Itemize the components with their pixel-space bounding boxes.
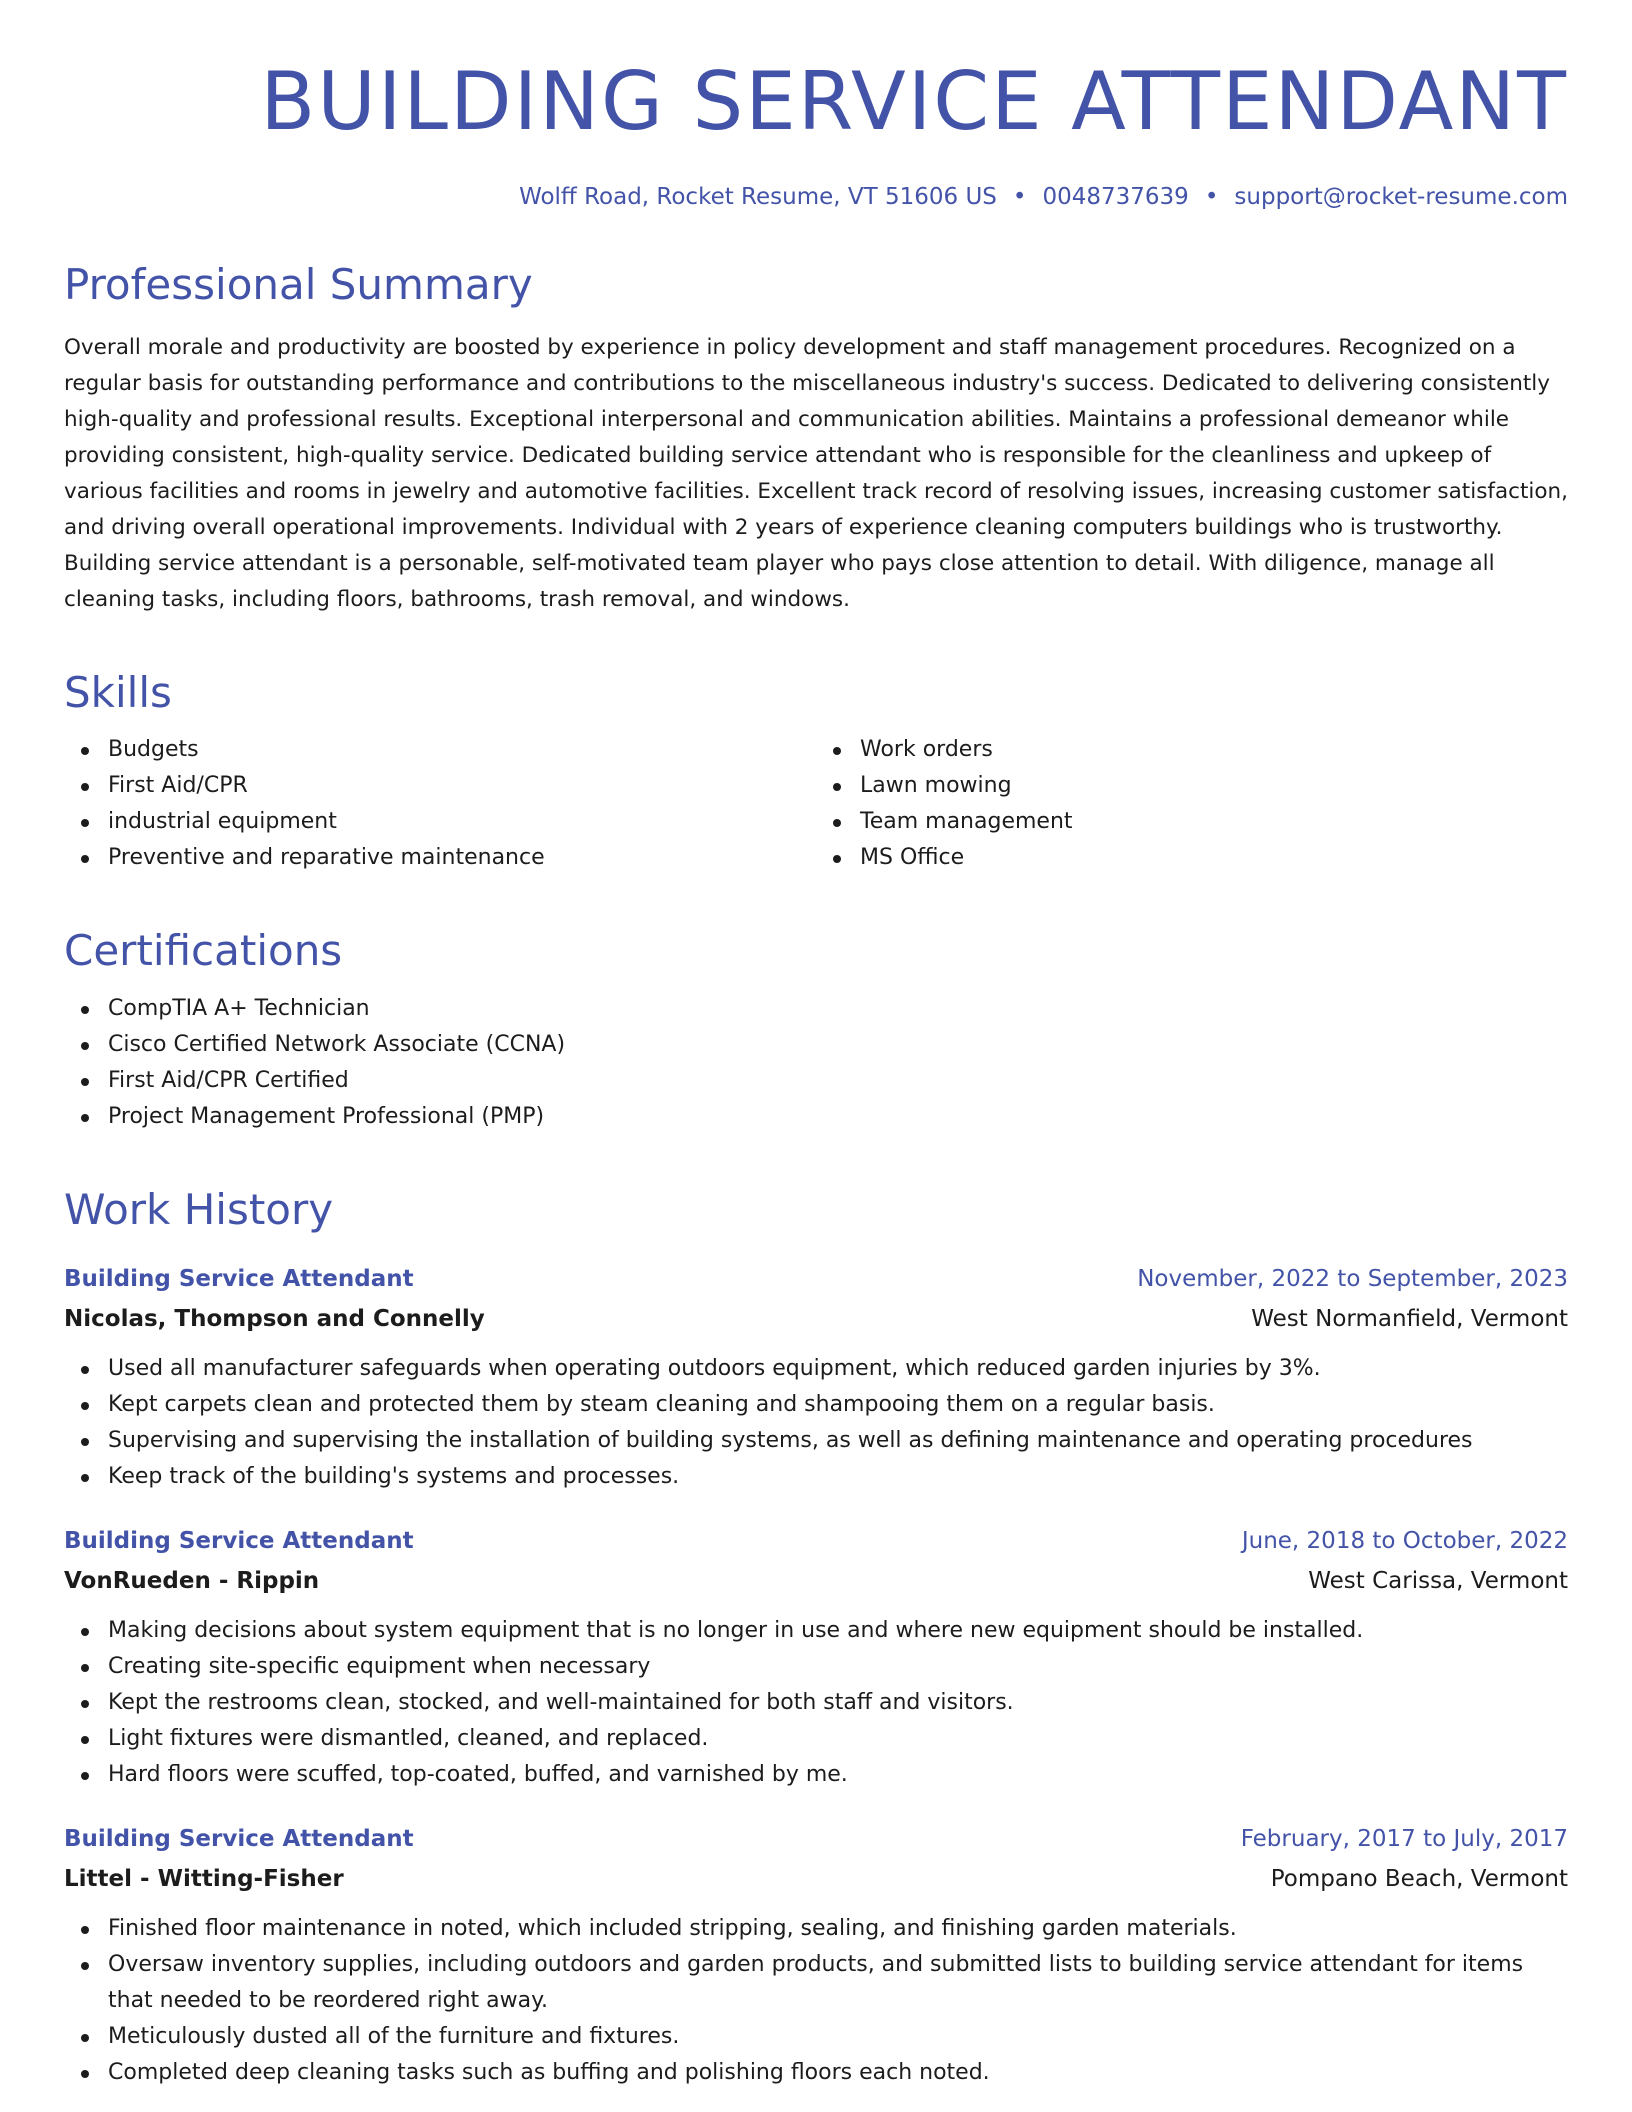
separator: • [1012, 184, 1027, 210]
job-dates: June, 2018 to October, 2022 [1241, 1527, 1568, 1554]
job-bullet: Kept the restrooms clean, stocked, and well-maintained for both staff and visitors. [108, 1685, 1568, 1721]
job-bullet: Light fixtures were dismantled, cleaned, and replaced. [108, 1721, 1568, 1757]
phone: 0048737639 [1042, 184, 1189, 210]
skills-heading: Skills [64, 668, 172, 718]
job-bullet: Meticulously dusted all of the furniture and fixtures. [108, 2019, 1568, 2055]
resume-title: BUILDING SERVICE ATTENDANT [260, 55, 1568, 148]
job-bullet: Used all manufacturer safeguards when operating outdoors equipment, which reduced garden injuries by 3%. [108, 1351, 1568, 1387]
summary-text: Overall morale and productivity are boosted by experience in policy development and staff management procedures. Recognized on a regular basis for outstanding performance and contributions to the miscellaneous industry's success. Dedicated to delivering consistently high-quality and professional results. Exceptional interpersonal and communication abilities. Maintains a professional demeanor while providing consistent, high-quality service. Dedicated building service attendant who is responsible for the cleanliness and upkeep of various facilities and rooms in jewelry and automotive facilities. Excellent track record of resolving issues, increasing customer satisfaction, and driving overall operational improvements. Individual with 2 years of experience cleaning computers buildings who is trustworthy. Building service attendant is a personable, self-motivated team player who pays close attention to detail. With diligence, manage all cleaning tasks, including floors, bathrooms, trash removal, and windows. [64, 335, 1568, 613]
job-dates: November, 2022 to September, 2023 [1137, 1265, 1568, 1292]
job-bullet: Completed deep cleaning tasks such as buffing and polishing floors each noted. [108, 2055, 1568, 2091]
job-entry [64, 1259, 1568, 1495]
email-link[interactable]: support@rocket-resume.com [1234, 184, 1568, 210]
job-bullets [64, 1911, 1568, 2091]
job-bullet: Oversaw inventory supplies, including outdoors and garden products, and submitted lists to building service attendant for items that needed to be reordered right away. [108, 1947, 1568, 2019]
job-header-row [64, 1521, 1568, 1561]
job-entry [64, 1819, 1568, 2091]
job-company-row [64, 1859, 1568, 1899]
job-company: VonRueden - Rippin [64, 1567, 320, 1594]
skill-item: MS Office [860, 840, 1568, 876]
skill-item: Budgets [108, 732, 816, 768]
job-title: Building Service Attendant [64, 1825, 414, 1852]
skills-grid [64, 732, 1568, 876]
job-location: Pompano Beach, Vermont [1270, 1865, 1568, 1892]
job-header-row [64, 1819, 1568, 1859]
skills-left-list [64, 732, 816, 876]
separator: • [1204, 184, 1219, 210]
job-company-row [64, 1299, 1568, 1339]
certification-item: CompTIA A+ Technician [108, 991, 1568, 1027]
summary-heading: Professional Summary [64, 260, 533, 309]
job-bullet: Kept carpets clean and protected them by steam cleaning and shampooing them on a regular basis. [108, 1387, 1568, 1423]
job-company-row [64, 1561, 1568, 1601]
job-entry [64, 1521, 1568, 1793]
job-company: Nicolas, Thompson and Connelly [64, 1305, 485, 1332]
skills-right-list [816, 732, 1568, 876]
job-location: West Carissa, Vermont [1308, 1567, 1568, 1594]
job-bullet: Creating site-specific equipment when necessary [108, 1649, 1568, 1685]
work-history-heading: Work History [64, 1184, 334, 1234]
contact-line [64, 184, 1568, 210]
job-bullet: Making decisions about system equipment that is no longer in use and where new equipment should be installed. [108, 1613, 1568, 1649]
job-bullet: Finished floor maintenance in noted, which included stripping, sealing, and finishing garden materials. [108, 1911, 1568, 1947]
certifications-heading: Certifications [64, 926, 343, 976]
certification-item: Project Management Professional (PMP) [108, 1099, 1568, 1135]
skill-item: Work orders [860, 732, 1568, 768]
skill-item: Preventive and reparative maintenance [108, 840, 816, 876]
skill-item: Team management [860, 804, 1568, 840]
job-bullet: Hard floors were scuffed, top-coated, buffed, and varnished by me. [108, 1757, 1568, 1793]
job-header-row [64, 1259, 1568, 1299]
address: Wolff Road, Rocket Resume, VT 51606 US [519, 184, 997, 210]
skill-item: First Aid/CPR [108, 768, 816, 804]
job-company: Littel - Witting-Fisher [64, 1865, 344, 1892]
skill-item: industrial equipment [108, 804, 816, 840]
job-dates: February, 2017 to July, 2017 [1240, 1825, 1568, 1852]
certification-item: Cisco Certified Network Associate (CCNA) [108, 1027, 1568, 1063]
job-bullets [64, 1613, 1568, 1793]
job-title: Building Service Attendant [64, 1527, 414, 1554]
job-bullet: Supervising and supervising the installation of building systems, as well as defining maintenance and operating procedures [108, 1423, 1568, 1459]
job-location: West Normanfield, Vermont [1251, 1305, 1568, 1332]
job-bullets [64, 1351, 1568, 1495]
job-bullet: Keep track of the building's systems and processes. [108, 1459, 1568, 1495]
job-title: Building Service Attendant [64, 1265, 414, 1292]
certification-item: First Aid/CPR Certified [108, 1063, 1568, 1099]
certifications-list [64, 991, 1568, 1135]
skill-item: Lawn mowing [860, 768, 1568, 804]
